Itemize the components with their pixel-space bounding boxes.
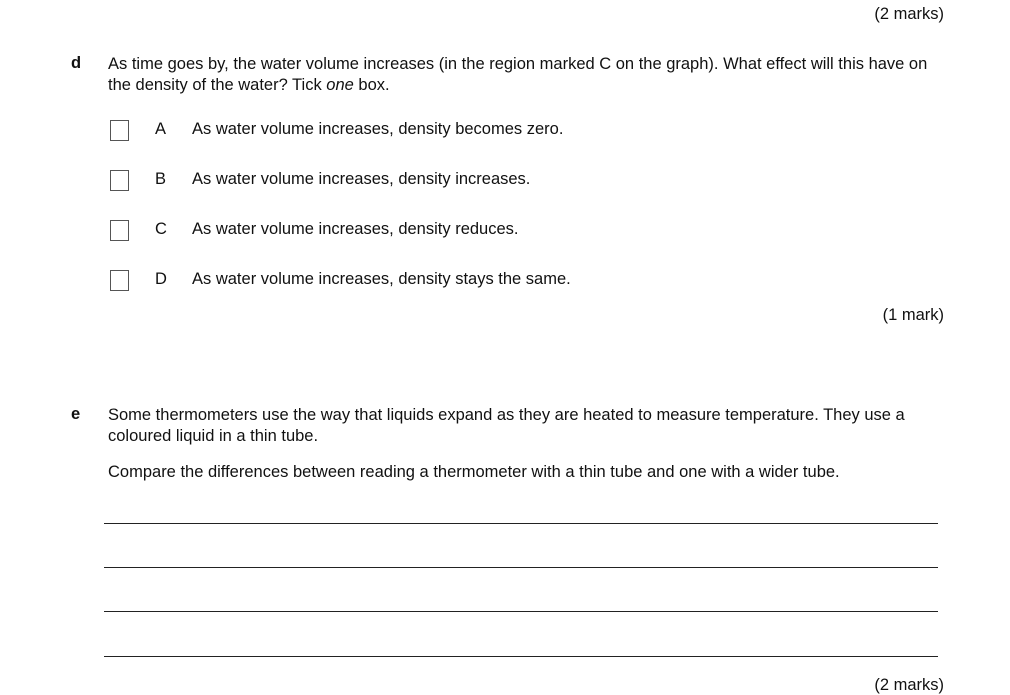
question-d-text bbox=[108, 54, 938, 96]
answer-line-2[interactable] bbox=[104, 567, 938, 568]
question-e-letter: e bbox=[71, 405, 81, 423]
question-d-text-emphasis: one bbox=[326, 76, 354, 94]
question-d-marks: (1 mark) bbox=[882, 306, 944, 324]
option-d-letter: D bbox=[155, 270, 167, 288]
option-a-text: As water volume increases, density becomes zero. bbox=[192, 120, 564, 138]
option-d-text: As water volume increases, density stays the same. bbox=[192, 270, 571, 288]
option-c-letter: C bbox=[155, 220, 167, 238]
option-c bbox=[110, 218, 519, 242]
option-b-letter: B bbox=[155, 170, 167, 188]
question-d-text-before: As time goes by, the water volume increases (in the region marked C on the graph). What effect will this have on the density of the water? Tick bbox=[108, 55, 928, 94]
question-e-paragraph-1: Some thermometers use the way that liquids expand as they are heated to measure temperature. They use a coloured liquid in a thin tube. bbox=[108, 406, 905, 445]
option-a bbox=[110, 118, 564, 142]
question-e-marks: (2 marks) bbox=[874, 676, 944, 694]
option-c-tickbox[interactable] bbox=[110, 220, 129, 241]
answer-line-4[interactable] bbox=[104, 656, 938, 657]
option-c-text: As water volume increases, density reduces. bbox=[192, 220, 519, 238]
answer-line-3[interactable] bbox=[104, 611, 938, 612]
option-a-letter: A bbox=[155, 120, 167, 138]
option-b bbox=[110, 168, 531, 192]
question-d-letter: d bbox=[71, 54, 82, 72]
option-b-tickbox[interactable] bbox=[110, 170, 129, 191]
option-a-tickbox[interactable] bbox=[110, 120, 129, 141]
question-e-paragraph-2: Compare the differences between reading a thermometer with a thin tube and one with a wider tube. bbox=[108, 463, 840, 481]
option-d bbox=[110, 268, 571, 292]
answer-line-1[interactable] bbox=[104, 523, 938, 524]
option-d-tickbox[interactable] bbox=[110, 270, 129, 291]
question-d-text-after: box. bbox=[353, 76, 390, 94]
previous-question-marks: (2 marks) bbox=[874, 5, 944, 23]
option-b-text: As water volume increases, density increases. bbox=[192, 170, 531, 188]
